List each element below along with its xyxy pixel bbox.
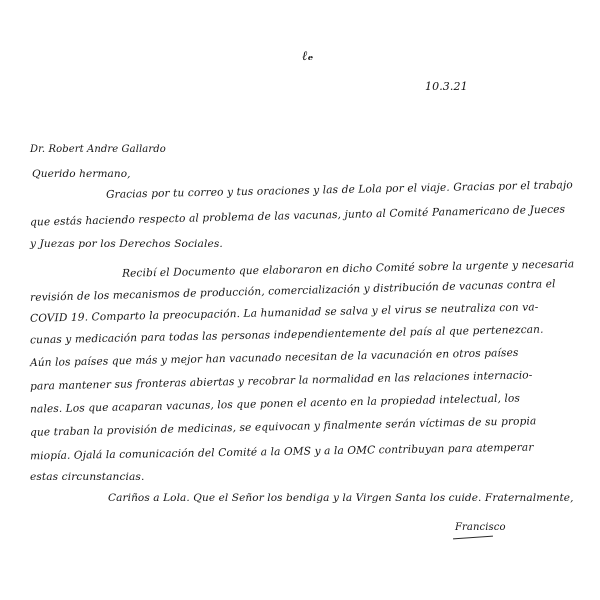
letter-signature: Francisco — [455, 522, 506, 533]
letter-date: 10.3.21 — [425, 80, 468, 93]
body-line-8: Aún los países que más y mejor han vacunado necesitan de la vacunación en otros países — [29, 346, 519, 370]
body-line-7: cunas y medicación para todas las personas independientemente del país al que pertenezcan. — [29, 323, 544, 347]
body-line-5: revisión de los mecanismos de producción, comercialización y distribución de vacunas contra el — [29, 278, 556, 304]
body-line-6: COVID 19. Comparto la preocupación. La humanidad se salva y el virus se neutraliza con va- — [29, 301, 539, 325]
body-line-4: Recibí el Documento que elaboraron en dicho Comité sobre la urgente y necesaria — [121, 258, 575, 280]
body-line-9: para mantener sus fronteras abiertas y recobrar la normalidad en las relaciones internacio- — [29, 369, 533, 393]
signature-underline — [453, 536, 493, 540]
body-line-1: Gracias por tu correo y tus oraciones y las de Lola por el viaje. Gracias por el trabajo — [105, 179, 573, 201]
letter-addressee: Dr. Robert Andre Gallardo — [30, 144, 166, 155]
body-line-10: nales. Los que acaparan vacunas, los que ponen el acento en la propiedad intelectual, los — [29, 392, 521, 416]
body-line-13: estas circunstancias. — [30, 471, 145, 483]
letter-salutation: Querido hermano, — [32, 168, 131, 180]
body-line-3: y Juezas por los Derechos Sociales. — [30, 238, 223, 250]
body-line-2: que estás haciendo respecto al problema de las vacunas, junto al Comité Panamericano de Jueces — [29, 203, 566, 229]
body-line-12: miopía. Ojalá la comunicación del Comité a la OMS y a la OMC contribuyan para atemperar — [29, 441, 534, 463]
seal-mark: ℓₑ — [302, 49, 314, 64]
letter-closing: Cariños a Lola. Que el Señor los bendiga y la Virgen Santa los cuide. Fraternalmente, — [108, 492, 574, 504]
body-line-11: que traban la provisión de medicinas, se equivocan y finalmente serán víctimas de su propia — [29, 415, 537, 439]
